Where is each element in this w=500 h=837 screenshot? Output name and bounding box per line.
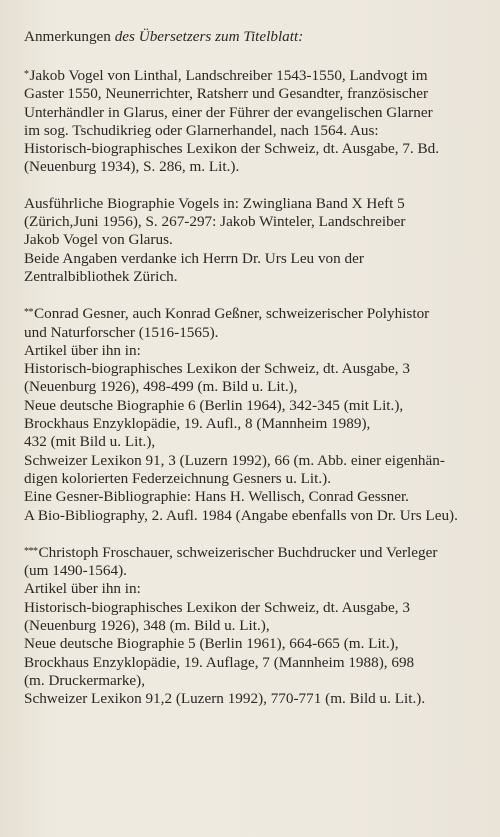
- text-line: [24, 195, 478, 213]
- heading-italic: des Übersetzers zum Titelblatt:: [114, 28, 304, 45]
- line-text: (Neuenburg 1926), 348 (m. Bild u. Lit.),: [24, 617, 270, 635]
- text-line: [24, 378, 478, 396]
- line-text: Historisch-biographisches Lexikon der Schweiz, dt. Ausgabe, 7. Bd.: [24, 140, 440, 158]
- line-text: Conrad Gesner, auch Konrad Geßner, schweizerischer Polyhistor: [34, 305, 430, 323]
- text-line: [24, 213, 478, 231]
- text-line: [24, 562, 478, 580]
- footnote-marker: ***: [24, 545, 38, 557]
- line-text: Jakob Vogel von Linthal, Landschreiber 1543-1550, Landvogt im: [29, 67, 428, 84]
- line-text: (um 1490-1564).: [24, 562, 127, 580]
- footnote-1: [24, 66, 478, 286]
- text-line: [24, 452, 478, 470]
- line-text: digen kolorierten Federzeichnung Gesners u. Lit.).: [24, 469, 332, 487]
- line-text: und Naturforscher (1516-1565).: [24, 323, 219, 341]
- text-line: [24, 470, 478, 488]
- text-line: [24, 360, 478, 378]
- text-line: [24, 397, 478, 415]
- line-text: (m. Druckermarke),: [24, 671, 146, 689]
- text-line: [24, 250, 478, 268]
- text-line: [24, 140, 478, 158]
- text-line: [24, 122, 478, 140]
- line-text: A Bio-Bibliography, 2. Aufl. 1984 (Angabe ebenfalls von Dr. Urs Leu).: [24, 506, 458, 524]
- footnote-paragraph: [24, 543, 478, 709]
- text-line: [24, 304, 478, 323]
- text-line: [24, 507, 478, 525]
- line-text: (Neuenburg 1934), S. 286, m. Lit.).: [24, 158, 240, 176]
- footnote-3: [24, 543, 478, 709]
- text-line: [24, 635, 478, 653]
- line-text: Unterhändler in Glarus, einer der Führer der evangelischen Glarner: [24, 103, 433, 121]
- text-line: [24, 690, 478, 708]
- text-line: [24, 617, 478, 635]
- text-line: [24, 543, 478, 562]
- heading-prefix: Anmerkungen: [24, 28, 111, 45]
- footnote-paragraph: [24, 304, 478, 525]
- text-line: [24, 104, 478, 122]
- line-text: Ausführliche Biographie Vogels in: Zwingliana Band X Heft 5: [24, 194, 405, 212]
- line-text: Schweizer Lexikon 91,2 (Luzern 1992), 770-771 (m. Bild u. Lit.).: [24, 690, 426, 708]
- line-text: Neue deutsche Biographie 6 (Berlin 1964), 342-345 (mit Lit.),: [24, 396, 404, 414]
- footnote-marker: **: [24, 307, 33, 319]
- text-line: [24, 158, 478, 176]
- text-line: [24, 66, 478, 85]
- footnote-paragraph: [24, 195, 478, 286]
- notes-container: [24, 66, 478, 709]
- line-text: Christoph Froschauer, schweizerischer Buchdrucker und Verleger: [38, 543, 438, 561]
- line-text: Artikel über ihn in:: [24, 341, 141, 359]
- line-text: (Neuenburg 1926), 498-499 (m. Bild u. Lit.),: [24, 378, 298, 396]
- line-text: Zentralbibliothek Zürich.: [24, 267, 178, 285]
- text-line: [24, 654, 478, 672]
- text-line: [24, 324, 478, 342]
- text-line: [24, 415, 478, 433]
- line-text: Brockhaus Enzyklopädie, 19. Auflage, 7 (Mannheim 1988), 698: [24, 653, 415, 671]
- text-line: [24, 268, 478, 286]
- text-line: [24, 599, 478, 617]
- line-text: Beide Angaben verdanke ich Herrn Dr. Urs Leu von der: [24, 249, 364, 267]
- line-text: Historisch-biographisches Lexikon der Schweiz, dt. Ausgabe, 3: [24, 360, 410, 378]
- footnote-marker: *: [24, 69, 29, 80]
- line-text: Jakob Vogel von Glarus.: [24, 231, 173, 249]
- text-line: [24, 580, 478, 598]
- paragraph-gap: [24, 177, 478, 195]
- text-line: [24, 85, 478, 103]
- line-text: Neue deutsche Biographie 5 (Berlin 1961), 664-665 (m. Lit.),: [24, 635, 399, 653]
- text-line: [24, 488, 478, 506]
- text-line: [24, 433, 478, 451]
- text-line: [24, 672, 478, 690]
- line-text: 432 (mit Bild u. Lit.),: [24, 433, 156, 451]
- line-text: Gaster 1550, Neunerrichter, Ratsherr und Gesandter, französischer: [24, 85, 429, 103]
- line-text: Historisch-biographisches Lexikon der Schweiz, dt. Ausgabe, 3: [24, 598, 410, 616]
- line-text: Brockhaus Enzyklopädie, 19. Aufl., 8 (Mannheim 1989),: [24, 415, 371, 433]
- line-text: Eine Gesner-Bibliographie: Hans H. Wellisch, Conrad Gessner.: [24, 488, 409, 506]
- text-line: [24, 231, 478, 249]
- line-text: Schweizer Lexikon 91, 3 (Luzern 1992), 66 (m. Abb. einer eigenhän-: [24, 451, 445, 469]
- line-text: (Zürich,Juni 1956), S. 267-297: Jakob Winteler, Landschreiber: [24, 213, 406, 231]
- page-heading: [24, 28, 478, 46]
- footnote-2: [24, 304, 478, 525]
- footnote-paragraph: [24, 66, 478, 177]
- line-text: im sog. Tschudikrieg oder Glarnerhandel, nach 1564. Aus:: [24, 121, 379, 139]
- text-line: [24, 342, 478, 360]
- line-text: Artikel über ihn in:: [24, 580, 141, 598]
